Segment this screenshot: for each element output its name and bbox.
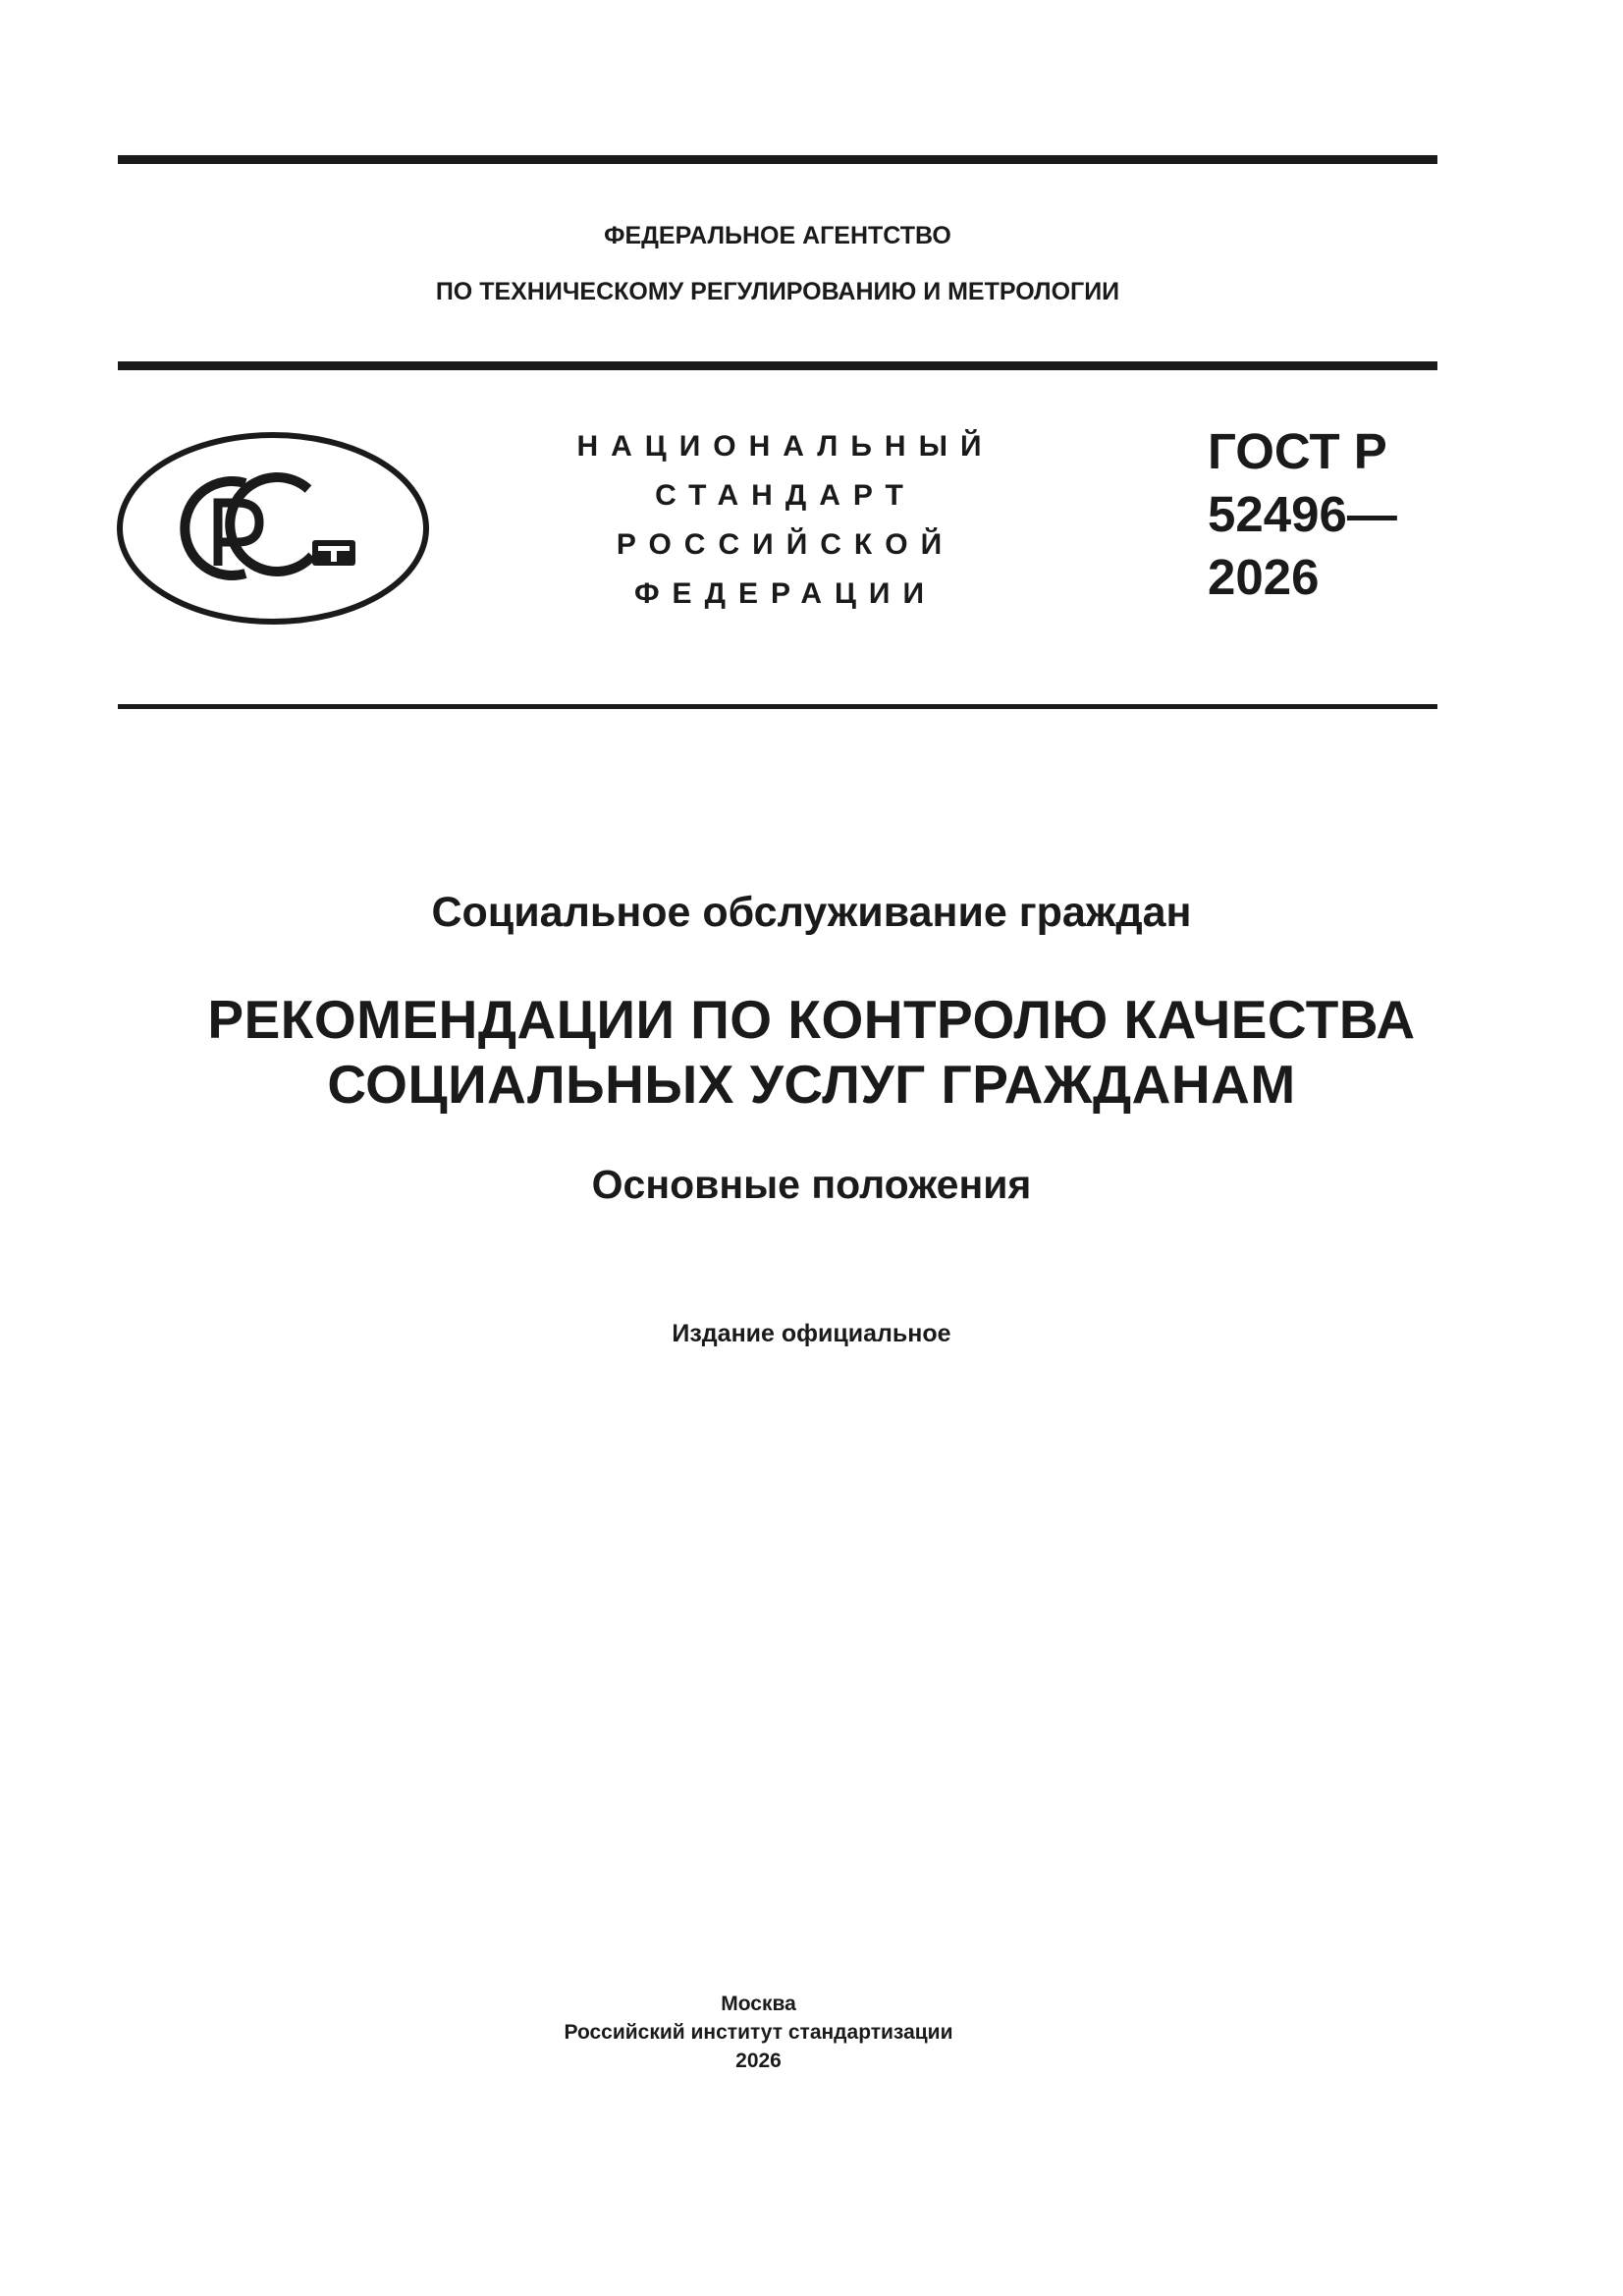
top-rule bbox=[118, 155, 1437, 164]
national-line: РОССИЙСКОЙ bbox=[616, 528, 955, 561]
imprint bbox=[0, 1990, 1517, 2075]
national-line: ФЕДЕРАЦИИ bbox=[633, 577, 938, 610]
designation-line: ГОСТ Р bbox=[1208, 423, 1387, 479]
imprint-city: Москва bbox=[721, 1993, 796, 2015]
main-title-line: СОЦИАЛЬНЫХ УСЛУГ ГРАЖДАНАМ bbox=[327, 1054, 1296, 1115]
main-title bbox=[0, 987, 1623, 1117]
imprint-year: 2026 bbox=[735, 2050, 782, 2072]
edition-note: Издание официальное bbox=[672, 1320, 951, 1347]
national-standard-label bbox=[550, 422, 1021, 619]
designation-line: 2026 bbox=[1208, 549, 1320, 605]
imprint-publisher: Российский институт стандартизации bbox=[564, 2021, 953, 2044]
subject-title: Социальное обслуживание граждан bbox=[431, 889, 1192, 936]
badge-bottom-rule bbox=[118, 704, 1437, 709]
national-line: НАЦИОНАЛЬНЫЙ bbox=[576, 430, 995, 463]
agency-line-2: ПО ТЕХНИЧЕСКОМУ РЕГУЛИРОВАНИЮ И МЕТРОЛОГИИ bbox=[435, 278, 1120, 305]
header-bottom-rule bbox=[118, 361, 1437, 370]
part-title: Основные положения bbox=[591, 1162, 1032, 1207]
standard-designation bbox=[1208, 420, 1397, 609]
rst-conformity-mark-icon bbox=[116, 430, 430, 627]
main-title-line: РЕКОМЕНДАЦИИ ПО КОНТРОЛЮ КАЧЕСТВА bbox=[207, 989, 1416, 1050]
agency-line-1: ФЕДЕРАЛЬНОЕ АГЕНТСТВО bbox=[604, 222, 951, 249]
designation-line: 52496— bbox=[1208, 486, 1397, 542]
national-line: СТАНДАРТ bbox=[655, 479, 916, 512]
